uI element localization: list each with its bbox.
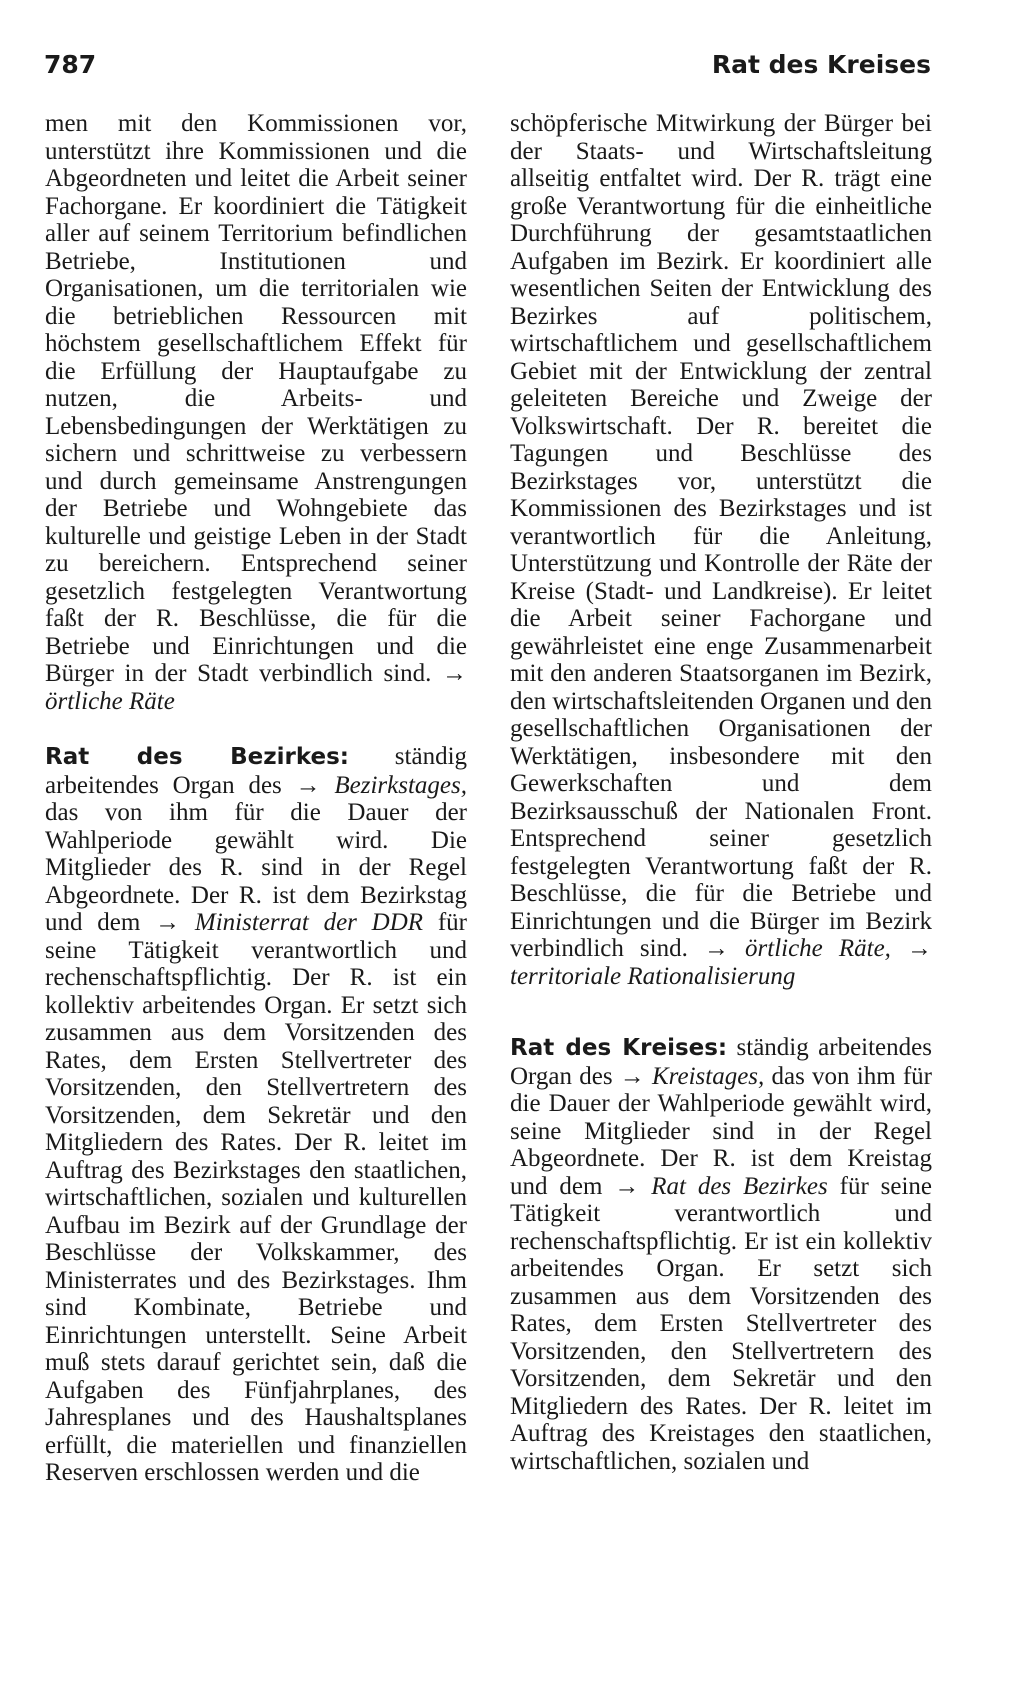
cross-reference: örtliche Räte, xyxy=(745,935,891,962)
cross-reference-arrow-icon: → xyxy=(295,771,321,799)
entry-text: das von ihm für die Dauer der Wahlperiode gewählt wird. Die Mitglieder des R. sind in der Regel Abgeordnete. Der R. ist dem Bezirkstag und dem xyxy=(45,799,467,936)
continued-text: schöpferische Mitwirkung der Bürger bei der Staats- und Wirtschaftsleitung allseitig entfaltet wird. Der R. trägt eine große Verantwortung für die einheitliche Durchführung der gesamtstaatlichen Aufgaben im Bezirk. Er koordiniert alle wesentlichen Seiten der Entwicklung des Bezirkes auf politischem, wirtschaftlichem und gesellschaftlichem Gebiet mit der Entwicklung der zentral geleiteten Bereiche und Zweige der Volkswirtschaft. Der R. bereitet die Tagungen und Beschlüsse des Bezirkstages vor, unterstützt die Kommissionen des Bezirkstages und ist verantwortlich für die Anleitung, Unterstützung und Kontrolle der Räte der Kreise (Stadt- und Landkreise). Er leitet die Arbeit seiner Fachorgane und gewährleistet eine enge Zusammenarbeit mit den anderen Staatsorganen im Bezirk, den wirtschaftsleitenden Organen und den gesellschaftlichen Organisationen der Werktätigen, insbesondere mit den Gewerkschaften und dem Bezirksausschuß der Nationalen Front. Entsprechend seiner gesetzlich festgelegten Verantwortung faßt der R. Beschlüsse, die für die Betriebe und Einrichtungen und die Bürger im Bezirk verbindlich sind. xyxy=(510,110,932,962)
cross-reference: Rat des Bezirkes xyxy=(651,1172,828,1200)
cross-reference-arrow-icon: → xyxy=(619,1062,645,1090)
continued-paragraph xyxy=(45,110,467,715)
entry-rat-des-bezirkes xyxy=(45,743,467,1487)
cross-reference-arrow-icon: → xyxy=(155,909,181,936)
cross-reference: territoriale Rationalisierung xyxy=(510,962,796,990)
entry-text: das von ihm für die Dauer der Wahlperiode gewählt wird, seine Mitglieder sind in der Regel Abgeordnete. Der R. ist dem Kreistag und dem xyxy=(510,1062,933,1200)
cross-reference: örtliche Räte xyxy=(45,687,175,715)
entry-text: ständig arbeitendes Organ des xyxy=(45,743,468,799)
cross-reference: Ministerrat der DDR xyxy=(194,909,424,936)
cross-reference: Bezirkstages, xyxy=(334,771,467,799)
headword: Rat des Bezirkes: xyxy=(45,744,349,770)
cross-reference-arrow-icon: → xyxy=(442,660,468,687)
cross-reference-arrow-icon: → xyxy=(703,935,729,962)
cross-reference-arrow-icon: → xyxy=(907,935,932,962)
cross-reference-arrow-icon: → xyxy=(614,1172,640,1200)
continued-paragraph xyxy=(510,110,932,990)
entry-text: ständig arbeitendes Organ des xyxy=(510,1034,932,1090)
headword: Rat des Kreises: xyxy=(510,1035,728,1061)
cross-reference: Kreistages, xyxy=(652,1062,765,1090)
page-number: 787 xyxy=(44,50,97,79)
page-header xyxy=(44,50,931,90)
right-column xyxy=(510,110,932,1475)
entry-rat-des-kreises xyxy=(510,1034,932,1475)
entry-text: für seine Tätigkeit verantwortlich und rechenschaftspflichtig. Er ist ein kollektiv arbeitendes Organ. Er setzt sich zusammen aus dem Vorsitzenden des Rates, dem Ersten Stellvertreter des Vorsitzenden, den Stellvertretern des Vorsitzenden, dem Sekretär und den Mitgliedern des Rates. Der R. leitet im Auftrag des Kreistages den staatlichen, wirtschaftlichen, sozialen und xyxy=(510,1172,933,1475)
continued-text: men mit den Kommissionen vor, unterstützt ihre Kommissionen und die Abgeordneten und leitet die Arbeit seiner Fachorgane. Er koordiniert die Tätigkeit aller auf seinem Territorium befindlichen Betriebe, Institutionen und Organisationen, um die territorialen wie die betrieblichen Ressourcen mit höchstem gesellschaftlichem Effekt für die Erfüllung der Hauptaufgabe zu nutzen, die Arbeits- und Lebensbedingungen der Werktätigen zu sichern und schrittweise zu verbessern und durch gemeinsame Anstrengungen der Betriebe und Wohngebiete das kulturelle und geistige Leben in der Stadt zu bereichern. Entsprechend seiner gesetzlich festgelegten Verantwortung faßt der R. Beschlüsse, die für die Betriebe und Einrichtungen und die Bürger in der Stadt verbindlich sind. xyxy=(45,110,467,687)
entry-text: für seine Tätigkeit verantwortlich und rechenschaftspflichtig. Der R. ist ein kollektiv arbeitendes Organ. Er setzt sich zusammen aus dem Vorsitzenden des Rates, dem Ersten Stellvertreter des Vorsitzenden, den Stellvertretern des Vorsitzenden, dem Sekretär und den Mitgliedern des Rates. Der R. leitet im Auftrag des Bezirkstages den staatlichen, wirtschaftlichen, sozialen und kulturellen Aufbau im Bezirk auf der Grundlage der Beschlüsse der Volkskammer, des Ministerrates und des Bezirkstages. Ihm sind Kombinate, Betriebe und Einrichtungen unterstellt. Seine Arbeit muß stets darauf gerichtet sein, daß die Aufgaben des Fünfjahrplanes, des Jahresplanes und des Haushaltsplanes erfüllt, die materiellen und finanziellen Reserven erschlossen werden und die xyxy=(45,909,467,1486)
running-head: Rat des Kreises xyxy=(711,50,931,79)
left-column xyxy=(45,110,467,1487)
